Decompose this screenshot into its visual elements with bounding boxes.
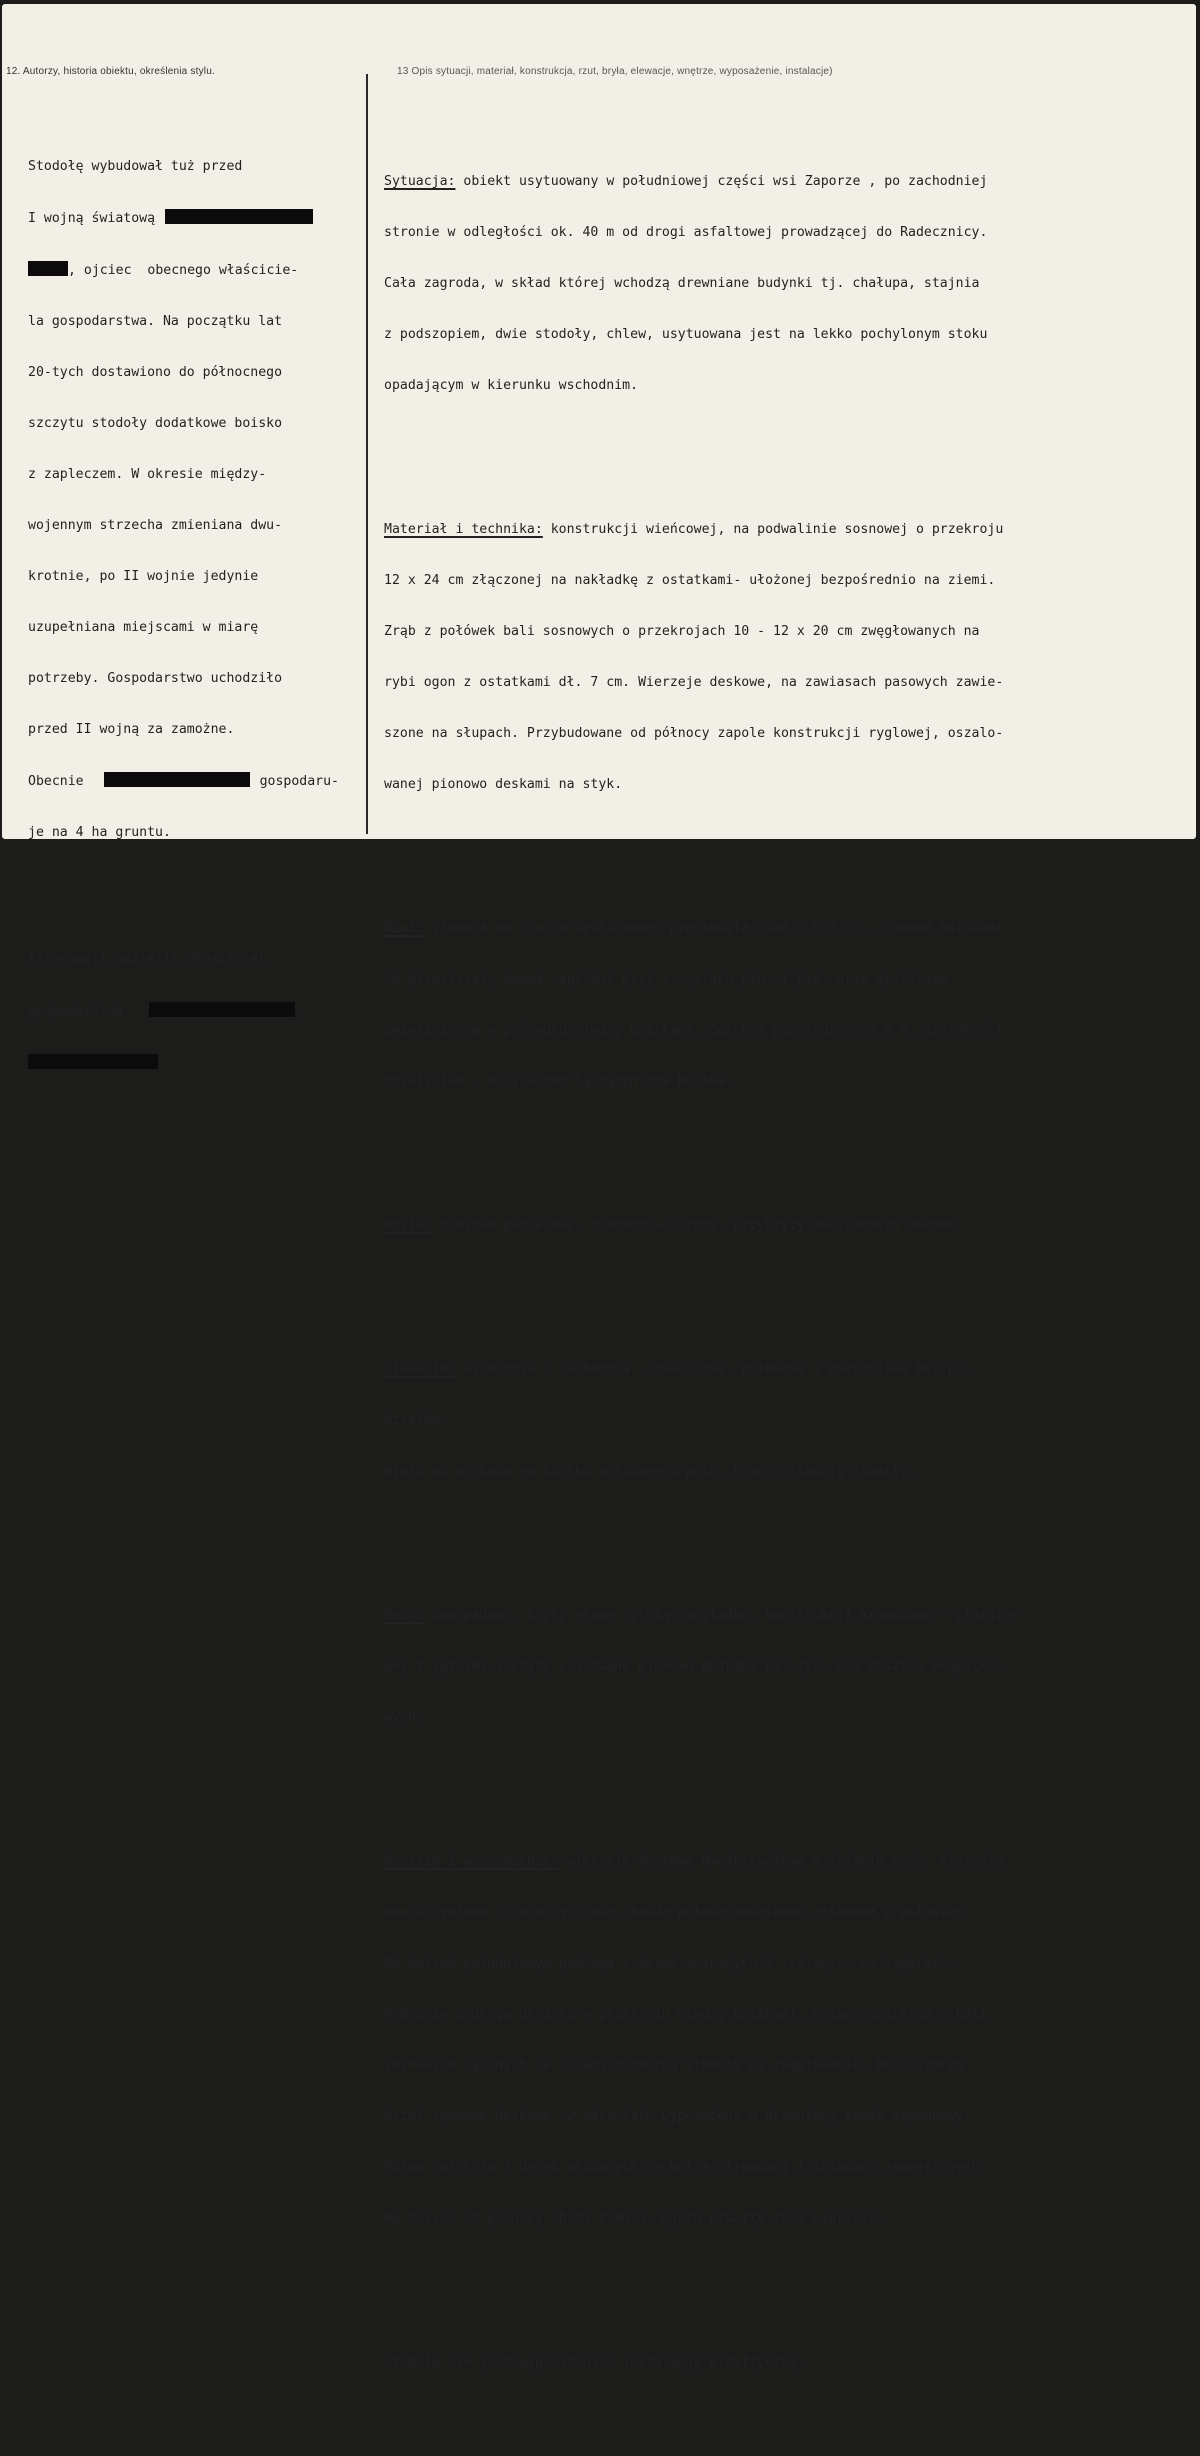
text-line: potrzeby. Gospodarstwo uchodziło	[28, 671, 283, 686]
section-label: Sytuacja:	[384, 174, 456, 189]
section-label: Materiał i technika:	[384, 522, 543, 537]
section-label: Bryła:	[384, 1218, 432, 1233]
section-bryla: Bryła: budynek parterowy- niepodpiwniczony, przykryty dwuspadowym dachem.	[384, 1218, 964, 1233]
section-material: Materiał i technika: konstrukcji wieńcowej, na podwalinie sosnowej o przekroju 12 x 24 cm złączonej na nakładkę z ostatkami- ułożonej bezpośrednio na ziemi. Zrąb z połówek bali sosnowych o przekrojach 10 - 12 x 20 cm zwęgłowanych na rybi ogon z ostatkami dł. 7 cm. Wierzeje deskowe, na zawiasach pasowych zawie- szone na słupach. Przybudowane od północy zapole konstrukcji ryglowej, oszalo- wanej pionowo deskami na styk.	[384, 522, 1004, 792]
text-line: je na 4 ha gruntu.	[28, 825, 171, 840]
text-line: gospodarstwa ,	[28, 1004, 304, 1019]
redaction-bar	[28, 1054, 158, 1069]
text-line	[28, 1054, 339, 1072]
text-line: I wojną światową	[28, 209, 339, 227]
redaction-bar	[149, 1002, 295, 1017]
left-column-header: 12. Autorzy, historia obiektu, określenia stylu.	[6, 66, 215, 77]
redaction-bar	[28, 261, 68, 276]
section-wnetrze: Wnętrze i wyposażenie: wierzeje deskowe dwuskrzydłowe w ścianie wsch. wierzeje dwuskrzydłowe czteroczęściowe /każda połowa dodatkowo załamana w połowie/. Na boisku południowym podłoga z desek sosnowych 2 -calowych na legarach. Podobnie podłoga ułożona w przejściu między boiskami. Ściany spichrza z bali sosnowych łącznych ze ścianą północną stodoły na zwęgłowanie. Do spichrza drzwi sponowe deskowe w odrzwiach wyposażone w drewniany zamek zapadkowy. Pułap spichrza z desek ułożonych na belce stropowej i ścianach zewnętrznych. Na boisku od północy ubita ziemia, wjazd otwarty /bez wierzei/.	[384, 1854, 1004, 2226]
section-dach: Dach: dwuspadowy, kryty słomą żytnią na gładko, konstrukcji krokwiowo - płatwio- wej z jętkami.Szczyty szalowane pionowo deskami na styk, bez daszków okapniko- wych.	[384, 1608, 1020, 1725]
section-rzut: Rzut: stodoła na rzucie wydłużonego prostokąta 2400 x 525 cm, z dwoma boiskami na przestrzał, dwoma zapolami przy szczytach płn. i płd. oraz spichrzem umieszczonym w pośrodku między boiskami. Spichrz poprzedzony 2,5 m. szerokości przejściem - korytarzem łączącym oba boiska.	[384, 921, 1004, 1089]
redaction-bar	[165, 209, 313, 224]
text-line: uzupełniana miejscami w miarę	[28, 620, 259, 635]
history-text	[28, 90, 339, 1140]
section-label: Rzut:	[384, 921, 424, 936]
column-divider	[366, 74, 368, 834]
text-line: , ojciec obecnego właścicie-	[28, 261, 339, 279]
redaction-bar	[104, 772, 250, 787]
section-label: Elewacje:	[384, 1362, 456, 1377]
section-elewacje: Elewacje: wschodnia i zachodnia - dwuosiowe, północna i południowa bez po- działów. Wjazd od wschodu na boisko położone w półn. krańcu stodoły otwarty.	[384, 1362, 972, 1479]
text-line: przed II wojną za zamożne.	[28, 722, 235, 737]
right-column-header: 13 Opis sytuacji, materiał, konstrukcja, rzut, bryła, elewacje, wnętrze, wyposażenie, instalacje)	[397, 66, 833, 77]
record-card	[2, 4, 1196, 2370]
text-line: krotnie, po II wojnie jedynie	[28, 569, 259, 584]
text-line: 20-tych dostawiono do północnego	[28, 365, 283, 380]
section-sytuacja: Sytuacja: obiekt usytuowany w południowej części wsi Zaporze , po zachodniej stronie w odległości ok. 40 m od drogi asfaltowej prowadzącej do Radecznicy. Cała zagroda, w skład której wchodzą drewniane budynki tj. chałupa, stajnia z podszopiem, dwie stodoły, chlew, usytuowana jest na lekko pochylonym stoku opadającym w kierunku wschodnim.	[384, 174, 988, 393]
informant-paragraph	[28, 917, 339, 1106]
section-label: Wnętrze i wyposażenie:	[384, 1854, 559, 1869]
text-line: la gospodarstwa. Na początku lat	[28, 314, 283, 329]
text-line: Informacji udzielił właściciel	[28, 952, 267, 967]
text-line: z zapleczem. W okresie między-	[28, 467, 267, 482]
section-instalacje: Stodoła nie jest wyposażona w instalację elektryczną.	[384, 2355, 805, 2370]
text-line: wojennym strzecha zmieniana dwu-	[28, 518, 283, 533]
description-text	[384, 88, 1019, 2456]
history-paragraph	[28, 124, 339, 875]
text-line: Stodołę wybudował tuż przed	[28, 159, 243, 174]
section-label: Dach:	[384, 1608, 424, 1623]
text-line: szczytu stodoły dodatkowe boisko	[28, 416, 283, 431]
text-line: Obecnie gospodaru-	[28, 774, 339, 789]
